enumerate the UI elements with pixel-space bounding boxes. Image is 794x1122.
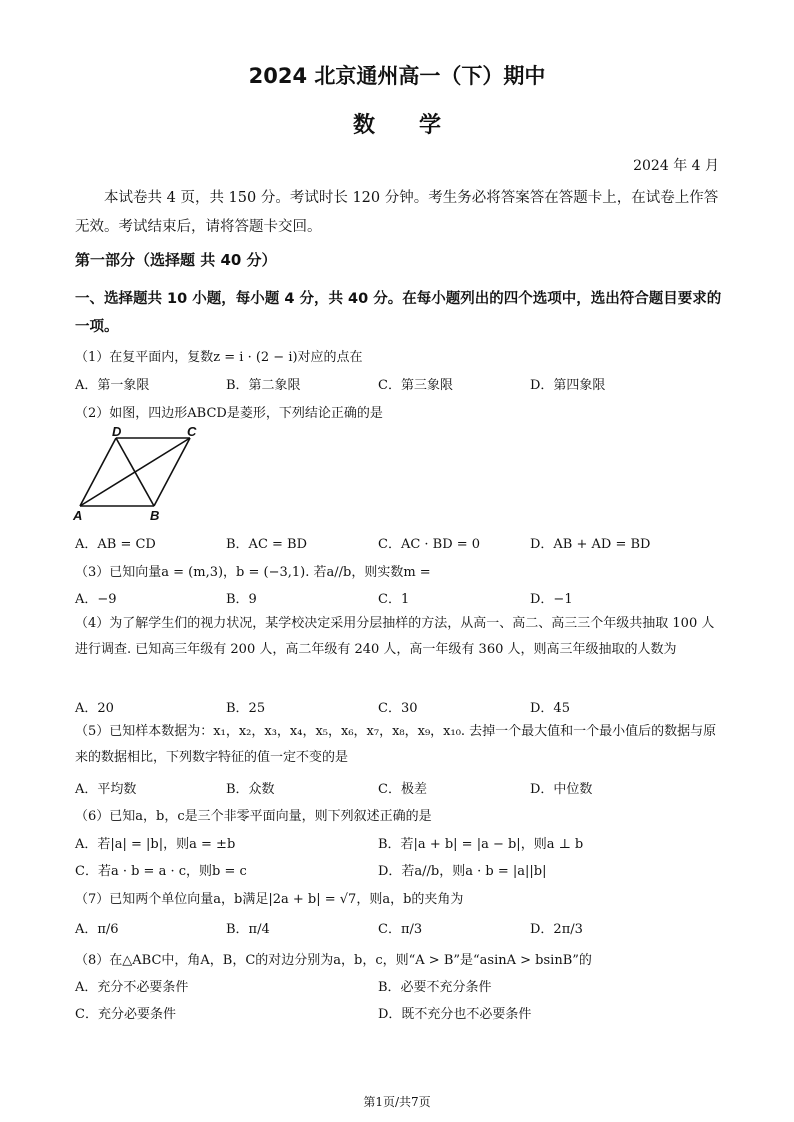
- q7-option-b: B．π/4: [226, 922, 270, 937]
- q6-option-c: C．若a · b = a · c，则b = c: [75, 864, 247, 879]
- label-b: B: [150, 508, 160, 522]
- question-3-stem: （3）已知向量a = (m,3)，b = (−3,1). 若a//b，则实数m =: [75, 565, 431, 580]
- q4-option-a: A．20: [75, 701, 114, 716]
- question-8-stem: （8）在△ABC中，角A，B，C的对边分别为a，b，c，则“A > B”是“asinA > bsinB”的: [75, 953, 592, 968]
- exam-title: 2024 北京通州高一（下）期中: [248, 64, 546, 88]
- q5-option-b: B．众数: [226, 782, 275, 797]
- intro-paragraph: 本试卷共 4 页，共 150 分。考试时长 120 分钟。考生务必将答案答在答题卡上，在试卷上作答无效。考试结束后，请将答题卡交回。: [75, 190, 719, 235]
- part1-instruction: 一、选择题共 10 小题，每小题 4 分，共 40 分。在每小题列出的四个选项中，选出符合题目要求的一项。: [75, 291, 722, 335]
- q2-option-d: D．AB + AD = BD: [530, 537, 651, 552]
- label-c: C: [187, 426, 197, 439]
- q3-option-c: C．1: [378, 592, 410, 607]
- question-4-stem: （4）为了解学生们的视力状况，某学校决定采用分层抽样的方法，从高一、高二、高三三个年级共抽取 100 人进行调查. 已知高三年级有 200 人，高二年级有 240 人，高一年级有 360 人，则高三年级抽取的人数为: [75, 616, 715, 657]
- q8-option-d: D．既不充分也不必要条件: [378, 1007, 532, 1022]
- q3-option-b: B．9: [226, 592, 257, 607]
- q1-option-a: A．第一象限: [75, 378, 150, 393]
- q1-option-d: D．第四象限: [530, 378, 606, 393]
- question-6-stem: （6）已知a，b，c是三个非零平面向量，则下列叙述正确的是: [75, 809, 432, 824]
- q2-option-a: A．AB = CD: [75, 537, 156, 552]
- q4-option-b: B．25: [226, 701, 266, 716]
- label-d: D: [112, 426, 122, 439]
- q5-option-a: A．平均数: [75, 782, 137, 797]
- q2-option-c: C．AC · BD = 0: [378, 537, 481, 552]
- q7-option-c: C．π/3: [378, 922, 423, 937]
- q1-option-c: C．第三象限: [378, 378, 453, 393]
- q6-option-a: A．若|a| = |b|，则a = ±b: [75, 837, 236, 852]
- q4-option-c: C．30: [378, 701, 418, 716]
- q8-option-c: C．充分必要条件: [75, 1007, 176, 1022]
- q1-option-b: B．第二象限: [226, 378, 301, 393]
- q5-option-d: D．中位数: [530, 782, 593, 797]
- q8-option-b: B．必要不充分条件: [378, 980, 492, 995]
- q5-option-c: C．极差: [378, 782, 427, 797]
- rhombus-figure: [70, 426, 210, 522]
- q7-option-d: D．2π/3: [530, 922, 583, 937]
- question-5-stem: （5）已知样本数据为：x₁，x₂，x₃，x₄，x₅，x₆，x₇，x₈，x₉，x₁₀. 去掉一个最大值和一个最小值后的数据与原来的数据相比，下列数字特征的值一定不变的是: [75, 724, 717, 765]
- q4-option-d: D．45: [530, 701, 570, 716]
- q2-option-b: B．AC = BD: [226, 537, 308, 552]
- q8-option-a: A．充分不必要条件: [75, 980, 189, 995]
- q6-option-b: B．若|a + b| = |a − b|，则a ⊥ b: [378, 837, 584, 852]
- exam-date: 2024 年 4 月: [633, 158, 719, 174]
- label-a: A: [73, 508, 83, 522]
- page-footer: 第1页/共7页: [363, 1095, 431, 1109]
- question-7-stem: （7）已知两个单位向量a，b满足|2a + b| = √7，则a，b的夹角为: [75, 892, 464, 907]
- question-1-stem: （1）在复平面内，复数z = i · (2 − i)对应的点在: [75, 350, 363, 365]
- diagonal-bd: [116, 438, 154, 506]
- q7-option-a: A．π/6: [75, 922, 119, 937]
- q3-option-a: A．−9: [75, 592, 117, 607]
- q6-option-d: D．若a//b，则a · b = |a||b|: [378, 864, 547, 879]
- question-2-stem: （2）如图，四边形ABCD是菱形，下列结论正确的是: [75, 406, 383, 421]
- subject-title: 数 学: [352, 113, 441, 138]
- q3-option-d: D．−1: [530, 592, 573, 607]
- part1-heading: 第一部分（选择题 共 40 分）: [75, 251, 277, 269]
